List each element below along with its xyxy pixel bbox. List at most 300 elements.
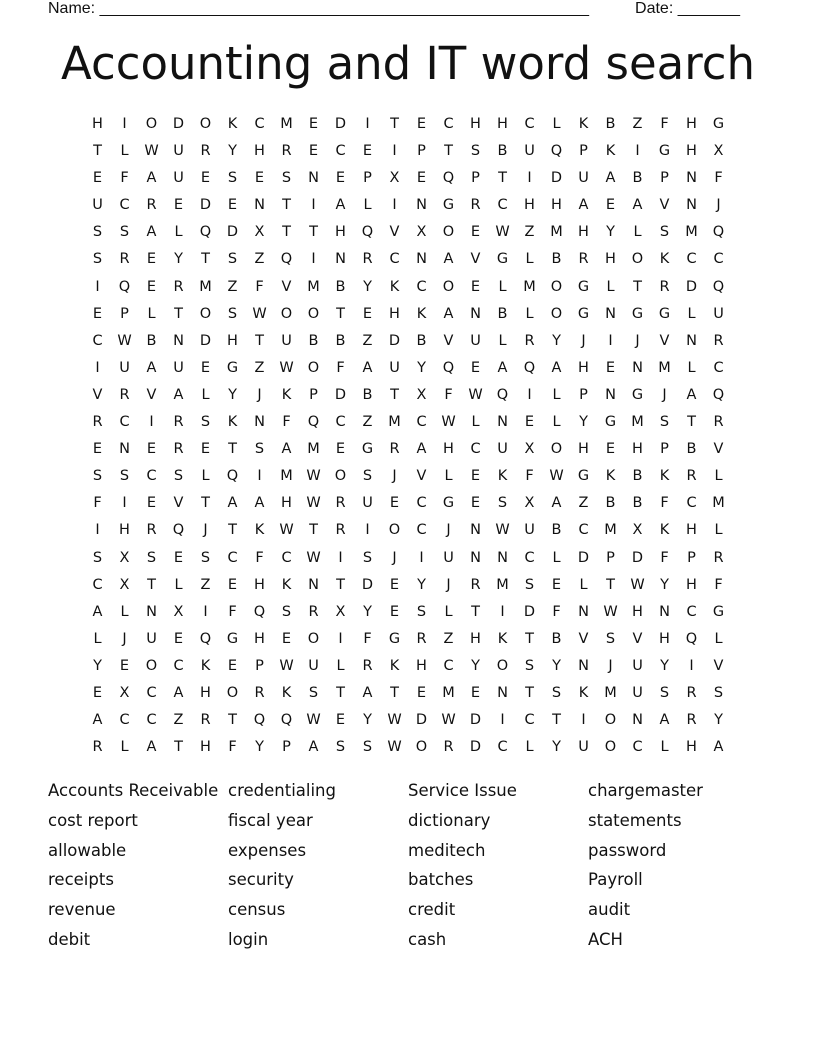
grid-letter: I [581, 712, 586, 729]
grid-letter: K [659, 468, 670, 485]
grid-letter: A [659, 712, 670, 729]
grid-letter: S [227, 251, 238, 268]
grid-letter: X [416, 224, 427, 241]
grid-letter: F [228, 603, 237, 620]
grid-letter: H [686, 116, 697, 132]
grid-letter: C [146, 468, 157, 485]
grid-letter: A [578, 197, 589, 214]
grid-letter: Y [552, 657, 561, 674]
grid-letter: L [174, 224, 183, 241]
grid-letter: V [92, 386, 103, 403]
grid-letter: V [173, 495, 184, 512]
grid-letter: W [306, 712, 321, 729]
grid-letter: H [254, 630, 265, 647]
grid-letter: T [390, 116, 399, 132]
grid-letter: V [443, 332, 454, 349]
grid-letter: E [254, 170, 265, 187]
grid-letter: V [146, 386, 157, 403]
grid-letter: A [92, 712, 103, 729]
word-list-item: Payroll [588, 870, 643, 890]
grid-letter: H [686, 522, 697, 539]
grid-letter: G [577, 305, 590, 322]
grid-letter: F [714, 170, 723, 187]
grid-letter: O [307, 630, 320, 647]
grid-letter: Y [417, 576, 426, 593]
grid-letter: R [524, 332, 535, 349]
grid-letter: G [577, 468, 590, 485]
grid-letter: Z [524, 224, 535, 241]
grid-letter: R [470, 197, 481, 214]
grid-letter: L [552, 386, 561, 403]
grid-letter: R [416, 630, 427, 647]
grid-letter: S [119, 224, 130, 241]
grid-letter: Y [471, 657, 480, 674]
grid-letter: Q [253, 603, 266, 620]
grid-letter: N [173, 332, 184, 349]
grid-letter: Y [417, 359, 426, 376]
grid-letter: L [444, 603, 453, 620]
grid-letter: L [174, 576, 183, 593]
grid-letter: T [228, 441, 237, 458]
grid-letter: S [497, 495, 508, 512]
grid-letter: I [635, 143, 640, 160]
grid-letter: E [146, 278, 157, 295]
grid-letter: K [254, 522, 265, 539]
grid-letter: V [416, 468, 427, 485]
grid-letter: Q [550, 143, 563, 160]
grid-letter: R [173, 414, 184, 431]
grid-letter: U [173, 170, 184, 187]
grid-letter: O [550, 278, 563, 295]
grid-letter: A [173, 684, 184, 701]
grid-letter: P [282, 739, 291, 756]
grid-letter: E [389, 495, 400, 512]
grid-letter: M [307, 278, 320, 295]
grid-row [84, 248, 732, 275]
grid-letter: X [173, 603, 184, 620]
grid-letter: P [660, 170, 669, 187]
grid-letter: Y [255, 739, 264, 756]
grid-letter: B [551, 630, 562, 647]
grid-letter: G [388, 630, 401, 647]
grid-letter: Y [606, 224, 615, 241]
grid-letter: O [388, 522, 401, 539]
grid-letter: E [227, 576, 238, 593]
grid-letter: V [578, 630, 589, 647]
grid-letter: K [389, 657, 400, 674]
grid-letter: J [446, 522, 451, 539]
grid-letter: S [146, 549, 157, 566]
grid-letter: X [713, 143, 724, 160]
grid-letter: V [281, 278, 292, 295]
grid-letter: L [660, 739, 669, 756]
grid-letter: T [174, 739, 183, 756]
grid-letter: F [255, 278, 264, 295]
grid-letter: K [281, 684, 292, 701]
grid-letter: E [173, 549, 184, 566]
grid-letter: D [334, 116, 347, 132]
grid-letter: T [201, 251, 210, 268]
grid-letter: J [203, 522, 208, 539]
grid-letter: S [92, 251, 103, 268]
grid-letter: J [392, 549, 397, 566]
grid-letter: T [228, 712, 237, 729]
grid-letter: D [631, 549, 644, 566]
grid-letter: Q [280, 251, 293, 268]
grid-letter: H [578, 224, 589, 241]
grid-letter: C [443, 657, 454, 674]
grid-letter: A [551, 495, 562, 512]
grid-letter: P [417, 143, 426, 160]
grid-letter: I [527, 386, 532, 403]
grid-letter: W [441, 712, 456, 729]
grid-letter: S [659, 684, 670, 701]
grid-letter: G [604, 414, 617, 431]
grid-letter: L [552, 414, 561, 431]
grid-letter: B [686, 441, 697, 458]
grid-letter: S [92, 224, 103, 241]
grid-letter: L [336, 657, 345, 674]
grid-letter: Y [93, 657, 102, 674]
grid-letter: H [92, 116, 103, 132]
grid-letter: S [362, 549, 373, 566]
word-list-item: password [588, 840, 667, 860]
grid-letter: C [416, 522, 427, 539]
grid-letter: H [281, 495, 292, 512]
grid-letter: U [470, 332, 481, 349]
grid-letter: M [685, 224, 698, 241]
grid-letter: I [257, 468, 262, 485]
grid-letter: I [392, 143, 397, 160]
grid-letter: F [93, 495, 102, 512]
grid-letter: M [442, 684, 455, 701]
grid-letter: E [173, 630, 184, 647]
grid-letter: O [415, 739, 428, 756]
grid-letter: D [415, 712, 428, 729]
grid-letter: X [254, 224, 265, 241]
grid-letter: L [687, 359, 696, 376]
grid-letter: Y [714, 712, 723, 729]
grid-letter: S [227, 170, 238, 187]
grid-letter: A [443, 305, 454, 322]
grid-letter: N [308, 576, 319, 593]
grid-letter: T [444, 143, 453, 160]
grid-letter: R [173, 278, 184, 295]
grid-letter: I [311, 251, 316, 268]
grid-letter: N [470, 549, 481, 566]
grid-letter: L [687, 305, 696, 322]
grid-letter: B [551, 251, 562, 268]
grid-letter: W [468, 386, 483, 403]
grid-letter: E [308, 143, 319, 160]
grid-letter: S [362, 739, 373, 756]
grid-letter: U [92, 197, 103, 214]
grid-letter: M [604, 522, 617, 539]
grid-letter: P [687, 549, 696, 566]
grid-letter: M [280, 468, 293, 485]
grid-letter: Y [363, 278, 372, 295]
grid-letter: H [416, 657, 427, 674]
grid-letter: I [338, 549, 343, 566]
grid-letter: E [362, 143, 373, 160]
grid-letter: Z [200, 576, 211, 593]
grid-letter: M [523, 278, 536, 295]
grid-letter: L [714, 630, 723, 647]
grid-letter: T [498, 170, 507, 187]
grid-letter: F [363, 630, 372, 647]
grid-letter: U [119, 359, 130, 376]
grid-letter: O [442, 224, 455, 241]
grid-letter: H [578, 359, 589, 376]
grid-letter: U [281, 332, 292, 349]
grid-letter: V [659, 332, 670, 349]
grid-letter: S [416, 603, 427, 620]
grid-letter: W [306, 549, 321, 566]
grid-letter: E [308, 116, 319, 132]
grid-letter: C [227, 549, 238, 566]
grid-letter: H [335, 224, 346, 241]
grid-letter: B [632, 468, 643, 485]
word-list-item: statements [588, 810, 682, 830]
grid-row [84, 492, 732, 519]
grid-row [84, 411, 732, 438]
grid-letter: E [470, 278, 481, 295]
grid-letter: E [200, 441, 211, 458]
grid-letter: A [146, 170, 157, 187]
grid-letter: M [199, 278, 212, 295]
grid-letter: E [605, 441, 616, 458]
grid-letter: K [389, 278, 400, 295]
grid-letter: N [470, 522, 481, 539]
grid-letter: H [578, 441, 589, 458]
grid-letter: A [605, 170, 616, 187]
grid-letter: L [633, 224, 642, 241]
grid-letter: A [335, 197, 346, 214]
grid-letter: Q [442, 359, 455, 376]
word-list-item: cost report [48, 810, 138, 830]
grid-letter: F [552, 603, 561, 620]
grid-letter: R [443, 739, 454, 756]
grid-letter: S [659, 224, 670, 241]
grid-letter: F [228, 739, 237, 756]
grid-letter: T [174, 305, 183, 322]
word-list-item: receipts [48, 870, 114, 890]
grid-letter: B [605, 495, 616, 512]
grid-letter: D [388, 332, 401, 349]
word-list-item: batches [408, 870, 474, 890]
grid-row [84, 628, 732, 655]
grid-letter: F [336, 359, 345, 376]
word-list-item: credit [408, 900, 456, 920]
grid-letter: A [92, 603, 103, 620]
grid-letter: J [635, 332, 640, 349]
grid-letter: C [497, 197, 508, 214]
grid-letter: P [579, 143, 588, 160]
grid-letter: E [416, 170, 427, 187]
grid-letter: K [227, 116, 238, 132]
grid-letter: I [365, 116, 370, 132]
grid-letter: W [252, 305, 267, 322]
grid-letter: E [605, 197, 616, 214]
grid-letter: R [200, 143, 211, 160]
word-list-item: chargemaster [588, 781, 703, 800]
grid-letter: C [92, 332, 103, 349]
grid-letter: C [416, 495, 427, 512]
grid-letter: J [122, 630, 127, 647]
grid-letter: E [335, 712, 346, 729]
grid-letter: L [201, 386, 210, 403]
grid-letter: O [334, 468, 347, 485]
grid-letter: Y [363, 603, 372, 620]
grid-row [84, 601, 732, 628]
grid-letter: G [712, 603, 725, 620]
grid-row [84, 276, 732, 303]
grid-letter: A [362, 684, 373, 701]
grid-letter: D [199, 332, 212, 349]
grid-letter: A [551, 359, 562, 376]
grid-letter: U [578, 170, 589, 187]
grid-letter: H [443, 441, 454, 458]
grid-letter: O [604, 712, 617, 729]
grid-letter: H [200, 739, 211, 756]
grid-letter: S [605, 630, 616, 647]
grid-letter: Q [307, 414, 320, 431]
grid-letter: C [254, 116, 265, 132]
grid-letter: D [226, 224, 239, 241]
grid-letter: Z [632, 116, 643, 132]
word-list-item: debit [48, 929, 91, 949]
grid-letter: E [524, 414, 535, 431]
grid-letter: R [92, 414, 103, 431]
grid-letter: W [630, 576, 645, 593]
word-list-item: credentialing [228, 781, 336, 800]
grid-letter: E [470, 684, 481, 701]
grid-letter: C [281, 549, 292, 566]
grid-letter: H [605, 251, 616, 268]
grid-letter: W [306, 495, 321, 512]
grid-letter: N [497, 684, 508, 701]
grid-letter: F [282, 414, 291, 431]
grid-letter: K [227, 414, 238, 431]
grid-letter: N [632, 359, 643, 376]
grid-letter: C [416, 414, 427, 431]
grid-letter: L [525, 305, 534, 322]
word-list-item: dictionary [408, 810, 491, 830]
grid-letter: M [550, 224, 563, 241]
grid-letter: D [361, 576, 374, 593]
grid-letter: S [713, 684, 724, 701]
grid-letter: E [146, 495, 157, 512]
grid-letter: V [470, 251, 481, 268]
grid-letter: I [203, 603, 208, 620]
grid-letter: N [416, 197, 427, 214]
grid-letter: O [226, 684, 239, 701]
grid-letter: A [443, 251, 454, 268]
grid-letter: P [471, 170, 480, 187]
grid-letter: G [577, 278, 590, 295]
grid-letter: V [659, 197, 670, 214]
grid-letter: H [470, 630, 481, 647]
grid-letter: Q [685, 630, 698, 647]
grid-letter: O [307, 359, 320, 376]
grid-letter: G [658, 143, 671, 160]
word-list-item: fiscal year [228, 810, 313, 830]
grid-letter: L [714, 522, 723, 539]
grid-letter: Z [362, 414, 373, 431]
word-list-item: census [228, 900, 286, 920]
grid-letter: R [686, 684, 697, 701]
grid-letter: C [119, 414, 130, 431]
grid-letter: A [146, 224, 157, 241]
grid-letter: K [281, 576, 292, 593]
grid-letter: R [281, 143, 292, 160]
grid-letter: N [686, 197, 697, 214]
grid-letter: Z [227, 278, 238, 295]
grid-letter: S [200, 549, 211, 566]
grid-letter: T [525, 630, 534, 647]
grid-letter: L [552, 549, 561, 566]
grid-row [84, 357, 732, 384]
grid-letter: R [146, 197, 157, 214]
grid-letter: E [227, 197, 238, 214]
grid-letter: I [95, 522, 100, 539]
date-line: Date: _______ [635, 0, 740, 17]
grid-row [84, 167, 732, 194]
grid-letter: S [524, 657, 535, 674]
grid-letter: T [633, 278, 642, 295]
grid-letter: I [311, 197, 316, 214]
grid-letter: Y [174, 251, 183, 268]
grid-letter: O [280, 305, 293, 322]
grid-letter: I [95, 278, 100, 295]
grid-row [84, 574, 732, 601]
grid-letter: G [631, 305, 644, 322]
grid-letter: R [200, 712, 211, 729]
grid-letter: Y [228, 386, 237, 403]
word-list-item: security [228, 870, 294, 890]
grid-letter: T [687, 414, 696, 431]
grid-letter: K [497, 468, 508, 485]
grid-letter: P [579, 386, 588, 403]
grid-letter: E [470, 495, 481, 512]
grid-letter: E [605, 359, 616, 376]
grid-row [84, 221, 732, 248]
grid-letter: Z [578, 495, 589, 512]
grid-letter: Q [712, 278, 725, 295]
grid-letter: L [498, 332, 507, 349]
grid-letter: M [388, 414, 401, 431]
grid-letter: L [552, 116, 561, 132]
grid-letter: C [470, 441, 481, 458]
grid-letter: R [578, 251, 589, 268]
grid-letter: F [120, 170, 129, 187]
grid-letter: S [227, 305, 238, 322]
grid-letter: K [578, 116, 589, 132]
grid-letter: T [93, 143, 102, 160]
grid-letter: D [523, 603, 536, 620]
grid-letter: H [524, 197, 535, 214]
grid-letter: H [632, 441, 643, 458]
grid-letter: R [362, 251, 373, 268]
grid-letter: Q [280, 712, 293, 729]
grid-letter: C [524, 712, 535, 729]
letter-grid [84, 113, 732, 763]
grid-letter: E [416, 684, 427, 701]
grid-letter: W [117, 332, 132, 349]
grid-letter: G [226, 359, 239, 376]
grid-letter: C [524, 549, 535, 566]
grid-letter: T [390, 386, 399, 403]
